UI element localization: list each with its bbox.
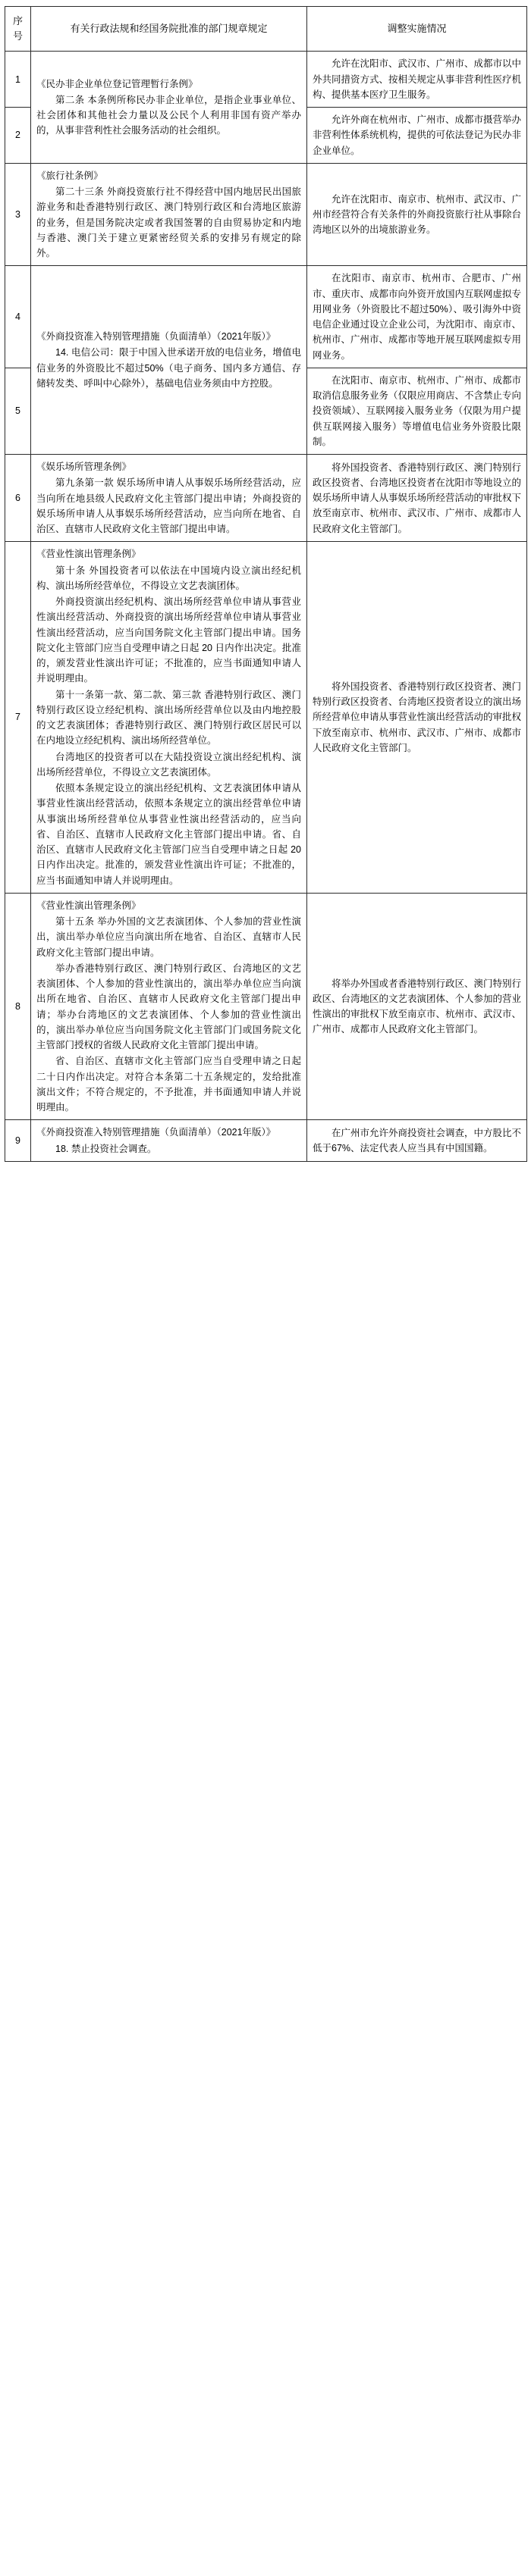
rule-paragraph: 14. 电信公司：限于中国入世承诺开放的电信业务，增值电信业务的外资股比不超过50%（电子商务、国内多方通信、存储转发类、呼叫中心除外），基础电信业务须由中方控股。: [36, 347, 301, 389]
row-index: 1: [5, 52, 31, 108]
impl-paragraph: 将外国投资者、香港特别行政区投资者、澳门特别行政区投资者、台湾地区投资者设立的演出场所经营单位申请从事营业性演出经营活动的审批权下放至南京市、杭州市、武汉市、广州市、成都市人民政府文化主管部门。: [313, 681, 522, 753]
column-header-impl: 调整实施情况: [307, 7, 527, 52]
table-row: [5, 893, 527, 1120]
impl-paragraph: 在沈阳市、南京市、杭州市、合肥市、广州市、重庆市、成都市向外资开放国内互联网虚拟专用网业务（外资股比不超过50%）、吸引海外中资电信企业通过设立企业公司，为沈阳市、南京市、杭州市、广州市、成都市等地开展互联网虚拟专用网业务。: [313, 273, 522, 361]
rule-paragraph: 第十五条 举办外国的文艺表演团体、个人参加的营业性演出，演出举办单位应当向演出所在地省、自治区、直辖市人民政府文化主管部门提出申请。: [36, 916, 301, 958]
impl-paragraph: 将外国投资者、香港特别行政区、澳门特别行政区投资者、台湾地区投资者在沈阳市等地设立的娱乐场所申请人从事娱乐场所经营活动的审批权下放至南京市、杭州市、武汉市、广州市、成都市人民政府文化主管部门。: [313, 462, 522, 534]
row-impl-cell: [307, 455, 527, 542]
row-rule-cell: [31, 893, 307, 1120]
impl-paragraph: 在沈阳市、南京市、杭州市、广州市、成都市取消信息服务业务（仅限应用商店、不含禁止专向投资领域）、互联网接入服务业务（仅限为用户提供互联网接入服务）等增值电信业务外资股比限制。: [313, 374, 522, 447]
rule-paragraph: 第二条 本条例所称民办非企业单位，是指企业事业单位、社会团体和其他社会力量以及公民个人利用非国有资产举办的，从事非营利性社会服务活动的社会组织。: [36, 94, 301, 136]
table-row: [5, 266, 527, 368]
row-rule-cell: [31, 542, 307, 894]
row-index: 5: [5, 368, 31, 454]
rule-title: 《营业性演出管理条例》: [36, 900, 141, 911]
rule-paragraph: 依照本条规定设立的演出经纪机构、文艺表演团体申请从事营业性演出经营活动，依照本条规定立的演出经营单位申请从事演出场所经营单位从事营业性演出经营活动的，应当向省、自治区、直辖市人民政府文化主管部门提出申请。省、自治区、直辖市人民政府文化主管部门应当自受理申请之日起 20 日内作出决定。批准的，颁发营业性演出许可证；不批准的，应当书面通知申请人并说明理由。: [36, 783, 301, 886]
rule-paragraph: 台湾地区的投资者可以在大陆投资设立演出经纪机构、演出场所经营单位，不得设立文艺表演团体。: [36, 751, 301, 778]
row-impl-cell: [307, 542, 527, 894]
impl-paragraph: 允许外商在杭州市、广州市、成都市摄营举办非营利性体系统机构，提供的可依法登记为民办非企业单位。: [313, 114, 522, 156]
row-index: 3: [5, 163, 31, 266]
table-row: [5, 455, 527, 542]
table-body: [5, 52, 527, 1162]
rule-paragraph: 第十一条第一款、第二款、第三款 香港特别行政区、澳门特别行政区设立经纪机构、演出场所经营单位以及由内地控股的文艺表演团体；香港特别行政区、澳门特别行政区居民可以在内地设立经纪机构、演出场所经营单位。: [36, 689, 301, 747]
rule-title: 《娱乐场所管理条例》: [36, 462, 132, 473]
table-row: [5, 1120, 527, 1162]
row-index: 9: [5, 1120, 31, 1162]
column-header-index: 序号: [5, 7, 31, 52]
row-impl-cell: [307, 108, 527, 164]
impl-paragraph: 将举办外国或者香港特别行政区、澳门特别行政区、台湾地区的文艺表演团体、个人参加的营业性演出的审批权下放至南京市、杭州市、武汉市、广州市、成都市人民政府文化主管部门。: [313, 978, 522, 1035]
row-index: 7: [5, 542, 31, 894]
row-impl-cell: [307, 893, 527, 1120]
rule-paragraph: 第二十三条 外商投资旅行社不得经营中国内地居民出国旅游业务和赴香港特别行政区、澳门特别行政区和台湾地区旅游的业务，但是国务院决定或者我国签署的自由贸易协定和内地与香港、澳门关于建立更紧密经贸关系的安排另有规定的除外。: [36, 186, 301, 259]
table-header-row: [5, 7, 527, 52]
regulation-adjustment-table: [5, 6, 527, 1162]
row-rule-cell: [31, 266, 307, 455]
rule-paragraph: 举办香港特别行政区、澳门特别行政区、台湾地区的文艺表演团体、个人参加的营业性演出的，演出举办单位应当向演出所在地省、自治区、直辖市人民政府文化主管部门提出申请；举办台湾地区的文艺表演团体、个人参加的营业性演出的，演出举办单位应当向国务院文化主管部门门或国务院文化主管部门授权的省级人民政府文化主管部门提出申请。: [36, 962, 301, 1051]
table-row: [5, 163, 527, 266]
impl-paragraph: 允许在沈阳市、武汉市、广州市、成都市以中外共同措资方式、按相关规定从事非营利性医疗机构、提供基本医疗卫生服务。: [313, 58, 522, 100]
row-index: 6: [5, 455, 31, 542]
rule-title: 《外商投资准入特别管理措施（负面清单）（2021年版）》: [36, 331, 276, 343]
impl-paragraph: 允许在沈阳市、南京市、杭州市、武汉市、广州市经营符合有关条件的外商投资旅行社从事除台湾地区以外的出境旅游业务。: [313, 193, 522, 236]
impl-paragraph: 在广州市允许外商投资社会调查，中方股比不低于67%、法定代表人应当具有中国国籍。: [313, 1127, 522, 1154]
row-index: 2: [5, 108, 31, 164]
row-impl-cell: [307, 1120, 527, 1162]
rule-title: 《旅行社条例》: [36, 170, 103, 181]
rule-paragraph: 省、自治区、直辖市文化主管部门应当自受理申请之日起二十日内作出决定。对符合本条第二十五条规定的，发给批准演出文件；不符合规定的，不予批准，并书面通知申请人并说明理由。: [36, 1056, 301, 1113]
rule-paragraph: 外商投资演出经纪机构、演出场所经营单位申请从事营业性演出经营活动、外商投资的演出场所经营单位申请从事营业性演出经营活动，应当向国务院文化主管部门提出申请。国务院文化主管部门应当自受理申请之日起 20 日内作出决定。批准的，颁发营业性演出许可证；不批准的，应当书面通知申请人并说明理由。: [36, 596, 301, 684]
row-rule-cell: [31, 52, 307, 164]
rule-paragraph: 第九条第一款 娱乐场所申请人从事娱乐场所经营活动，应当向所在地县级人民政府文化主管部门提出申请；外商投资的娱乐场所申请人从事娱乐场所经营活动，应当向所在地省、自治区、直辖市人民政府文化主管部门提出申请。: [36, 477, 301, 535]
rule-title: 《外商投资准入特别管理措施（负面清单）（2021年版）》: [36, 1127, 276, 1138]
table-row: [5, 542, 527, 894]
row-impl-cell: [307, 368, 527, 454]
rule-paragraph: 18. 禁止投资社会调查。: [55, 1143, 157, 1154]
table-row: [5, 52, 527, 108]
row-rule-cell: [31, 455, 307, 542]
row-impl-cell: [307, 52, 527, 108]
rule-title: 《民办非企业单位登记管理暂行条例》: [36, 78, 198, 89]
row-impl-cell: [307, 163, 527, 266]
row-rule-cell: [31, 1120, 307, 1162]
row-rule-cell: [31, 163, 307, 266]
row-index: 4: [5, 266, 31, 368]
rule-title: 《营业性演出管理条例》: [36, 549, 141, 560]
rule-paragraph: 第十条 外国投资者可以依法在中国境内设立演出经纪机构、演出场所经营单位，不得设立文艺表演团体。: [36, 565, 301, 591]
row-impl-cell: [307, 266, 527, 368]
row-index: 8: [5, 893, 31, 1120]
column-header-rule: 有关行政法规和经国务院批准的部门规章规定: [31, 7, 307, 52]
